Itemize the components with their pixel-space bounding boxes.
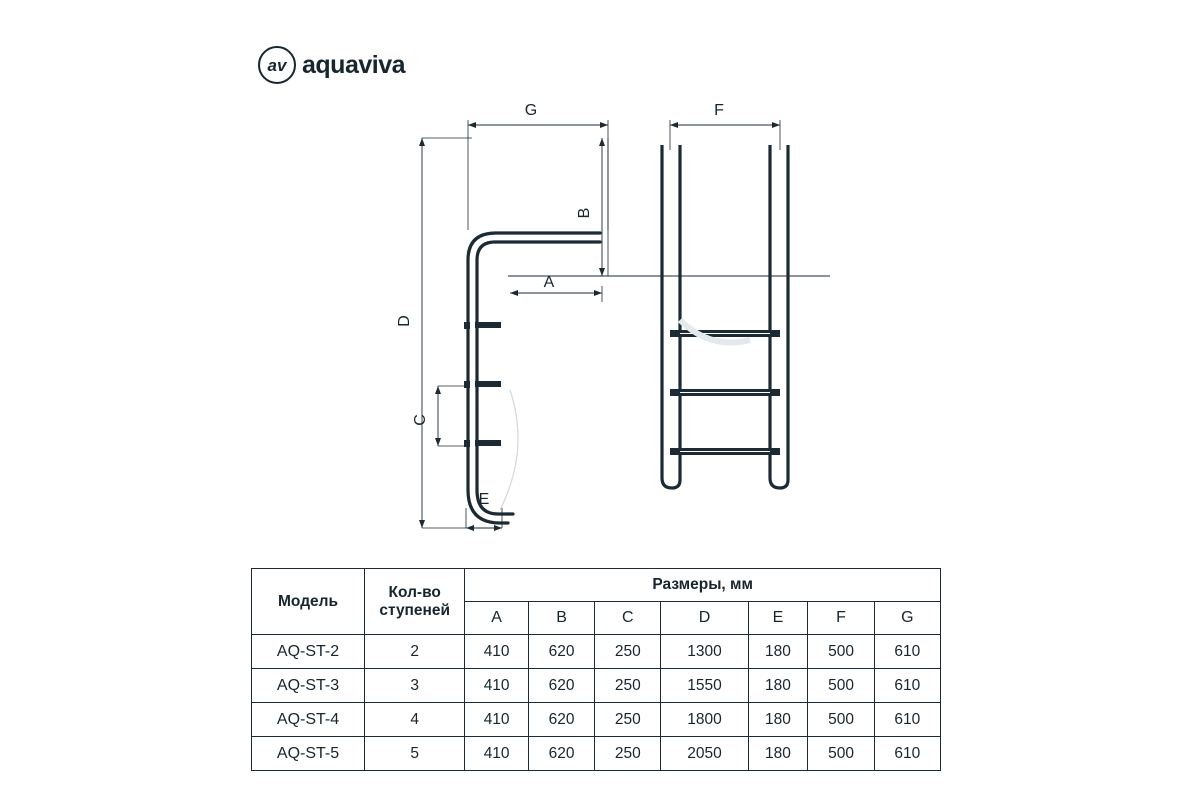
cell-g: 610 [874, 737, 940, 771]
cell-e: 180 [748, 703, 808, 737]
cell-a: 410 [465, 669, 529, 703]
cell-model: AQ-ST-5 [252, 737, 365, 771]
header-steps [365, 569, 465, 635]
cell-g: 610 [874, 669, 940, 703]
specification-table [251, 568, 941, 771]
cell-b: 620 [528, 737, 594, 771]
cell-steps: 2 [365, 635, 465, 669]
cell-f: 500 [808, 737, 874, 771]
header-dimensions: Размеры, мм [465, 569, 941, 602]
cell-c: 250 [595, 635, 661, 669]
cell-e: 180 [748, 669, 808, 703]
cell-b: 620 [528, 635, 594, 669]
brand-logo [258, 46, 405, 84]
cell-f: 500 [808, 635, 874, 669]
cell-steps: 4 [365, 703, 465, 737]
table-row [252, 737, 941, 771]
cell-d: 1300 [661, 635, 748, 669]
specification-table-wrapper [251, 568, 941, 771]
header-dim-a: A [465, 602, 529, 635]
header-steps-line2: ступеней [379, 601, 451, 619]
cell-e: 180 [748, 737, 808, 771]
ladder-technical-drawing [380, 90, 900, 555]
header-dim-d: D [661, 602, 748, 635]
header-dim-g: G [874, 602, 940, 635]
cell-a: 410 [465, 737, 529, 771]
table-row [252, 635, 941, 669]
header-steps-line1: Кол-во [388, 583, 441, 601]
brand-name: aquaviva [302, 50, 406, 79]
table-header-row-1 [252, 569, 941, 602]
cell-g: 610 [874, 635, 940, 669]
cell-model: AQ-ST-3 [252, 669, 365, 703]
dimension-label-G: G [524, 102, 538, 119]
cell-a: 410 [465, 635, 529, 669]
table-row [252, 703, 941, 737]
dimension-label-E: E [478, 491, 490, 508]
cell-c: 250 [595, 669, 661, 703]
cell-d: 1550 [661, 669, 748, 703]
header-dim-b: B [528, 602, 594, 635]
logo-circle-icon: av [258, 46, 296, 84]
cell-d: 2050 [661, 737, 748, 771]
dimension-label-A: A [543, 274, 555, 291]
table-row [252, 669, 941, 703]
cell-d: 1800 [661, 703, 748, 737]
cell-steps: 3 [365, 669, 465, 703]
cell-b: 620 [528, 703, 594, 737]
dimension-label-D: D [396, 315, 413, 327]
dimension-label-B: B [576, 207, 593, 219]
cell-c: 250 [595, 703, 661, 737]
cell-b: 620 [528, 669, 594, 703]
header-dim-c: C [595, 602, 661, 635]
cell-model: AQ-ST-4 [252, 703, 365, 737]
cell-f: 500 [808, 703, 874, 737]
dimension-label-C: C [412, 414, 429, 426]
cell-steps: 5 [365, 737, 465, 771]
cell-c: 250 [595, 737, 661, 771]
cell-a: 410 [465, 703, 529, 737]
cell-g: 610 [874, 703, 940, 737]
header-dim-e: E [748, 602, 808, 635]
dimension-label-F: F [714, 102, 724, 119]
header-dim-f: F [808, 602, 874, 635]
cell-f: 500 [808, 669, 874, 703]
header-model: Модель [252, 569, 365, 635]
cell-model: AQ-ST-2 [252, 635, 365, 669]
cell-e: 180 [748, 635, 808, 669]
